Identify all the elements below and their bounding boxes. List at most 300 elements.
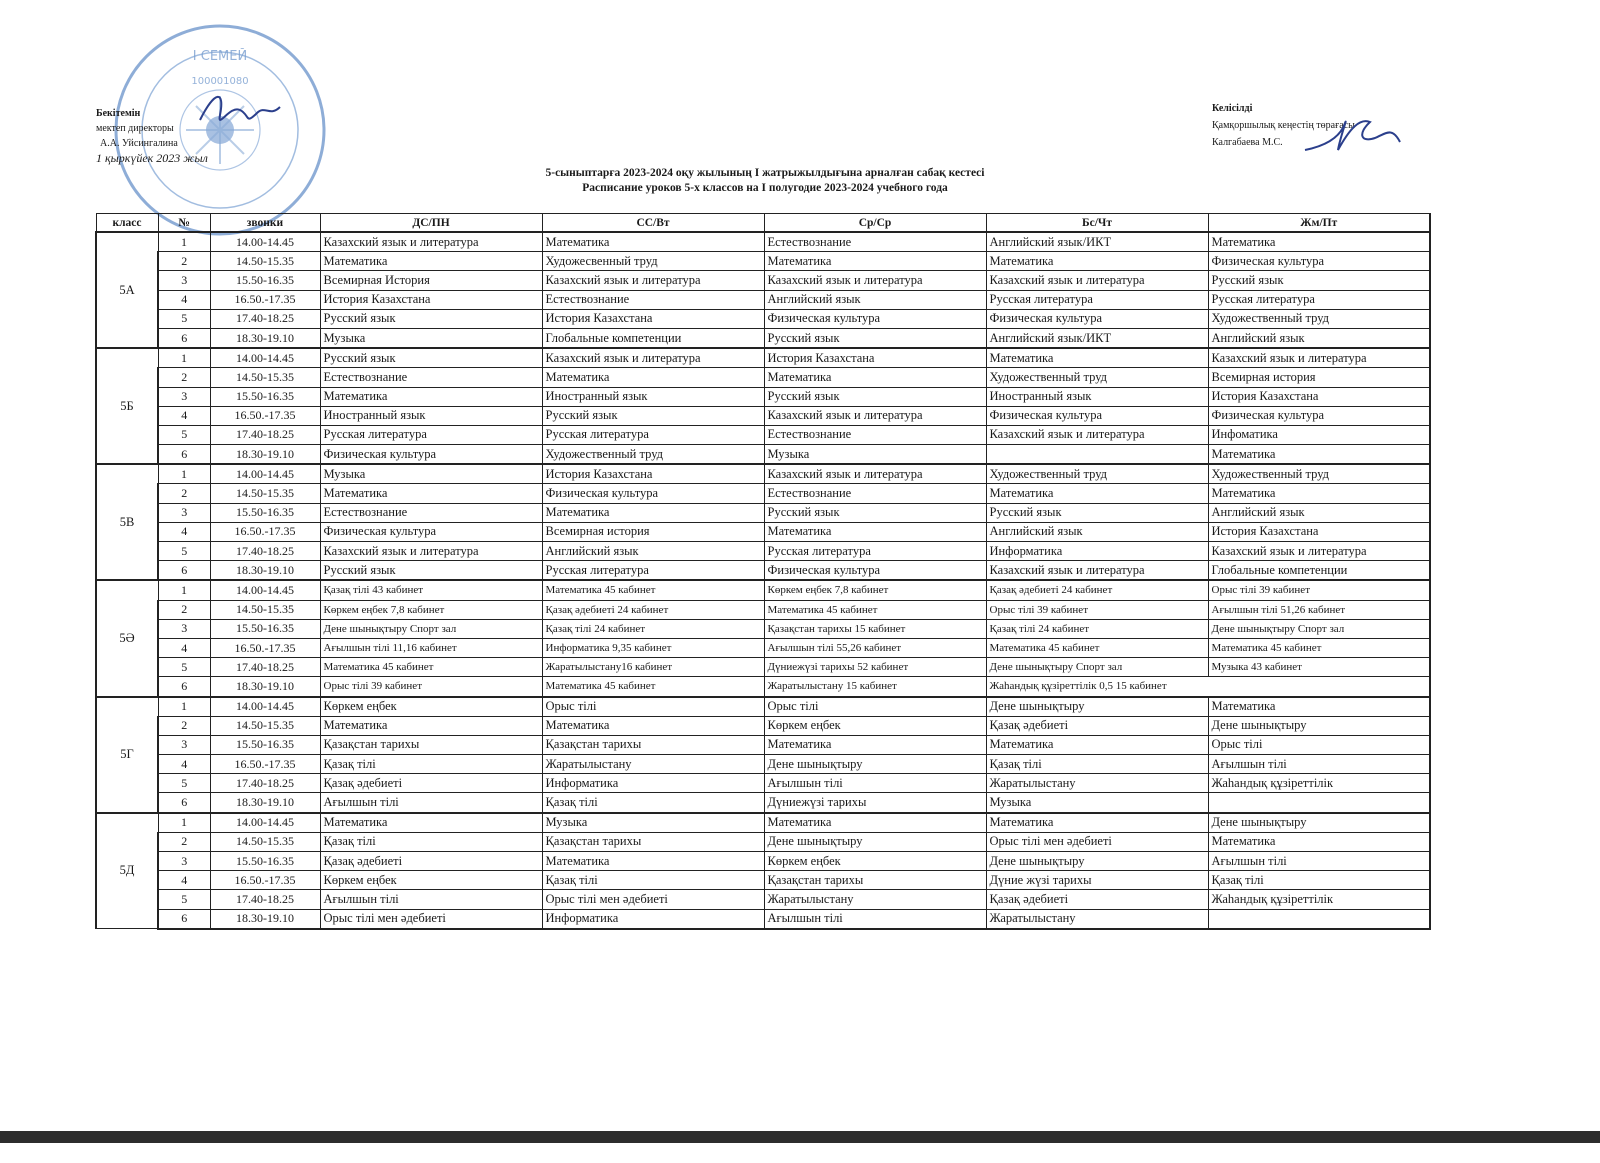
subject-cell-thursday: Математика — [986, 348, 1208, 368]
lesson-number-cell: 5 — [158, 309, 210, 328]
bell-time-cell: 15.50-16.35 — [210, 387, 320, 406]
subject-cell-tuesday: История Казахстана — [542, 309, 764, 328]
bell-time-cell: 16.50.-17.35 — [210, 290, 320, 309]
subject-cell-tuesday: История Казахстана — [542, 464, 764, 484]
table-row — [96, 658, 1430, 677]
subject-cell-monday: Музыка — [320, 328, 542, 348]
subject-cell-tuesday: Русский язык — [542, 406, 764, 425]
subject-cell-tuesday: Жаратылыстану16 кабинет — [542, 658, 764, 677]
subject-cell-monday: Казахский язык и литература — [320, 232, 542, 252]
subject-cell-wednesday: Математика — [764, 522, 986, 541]
subject-cell-monday: Қазақ тілі — [320, 755, 542, 774]
subject-cell-thursday: Математика — [986, 484, 1208, 503]
header-monday: ДС/ПН — [320, 214, 542, 233]
subject-cell-friday: Қазақ тілі — [1208, 871, 1430, 890]
bell-time-cell: 16.50.-17.35 — [210, 406, 320, 425]
subject-cell-wednesday: Физическая культура — [764, 309, 986, 328]
bell-time-cell: 14.50-15.35 — [210, 716, 320, 735]
lesson-number-cell: 5 — [158, 774, 210, 793]
subject-cell-tuesday: Казахский язык и литература — [542, 348, 764, 368]
subject-cell-wednesday: Русская литература — [764, 542, 986, 561]
table-row — [96, 328, 1430, 348]
table-row — [96, 890, 1430, 909]
table-row — [96, 638, 1430, 657]
subject-cell-thursday: Информатика — [986, 542, 1208, 561]
lesson-number-cell: 2 — [158, 600, 210, 619]
subject-cell-thursday: Математика 45 кабинет — [986, 638, 1208, 657]
subject-cell-friday: Инфоматика — [1208, 425, 1430, 444]
subject-cell-friday: Жаһандық құзіреттілік — [1208, 890, 1430, 909]
subject-cell-wednesday: Казахский язык и литература — [764, 271, 986, 290]
subject-cell-tuesday: Русская литература — [542, 425, 764, 444]
subject-cell-thursday: Русская литература — [986, 290, 1208, 309]
subject-cell-wednesday: Математика — [764, 735, 986, 754]
subject-cell-tuesday: Информатика 9,35 кабинет — [542, 638, 764, 657]
subject-cell-friday: Художественный труд — [1208, 464, 1430, 484]
header-row — [96, 214, 1430, 233]
bell-time-cell: 14.50-15.35 — [210, 600, 320, 619]
lesson-number-cell: 5 — [158, 542, 210, 561]
subject-cell-monday: Дене шынықтыру Спорт зал — [320, 619, 542, 638]
lesson-number-cell: 6 — [158, 793, 210, 813]
bell-time-cell: 18.30-19.10 — [210, 793, 320, 813]
subject-cell-wednesday: Русский язык — [764, 387, 986, 406]
lesson-number-cell: 4 — [158, 871, 210, 890]
subject-cell-tuesday: Жаратылыстану — [542, 755, 764, 774]
subject-cell-monday: Қазақстан тарихы — [320, 735, 542, 754]
bell-time-cell: 17.40-18.25 — [210, 425, 320, 444]
header-tuesday: СС/Вт — [542, 214, 764, 233]
lesson-number-cell: 1 — [158, 580, 210, 600]
table-row — [96, 600, 1430, 619]
lesson-number-cell: 1 — [158, 232, 210, 252]
subject-cell-monday: Көркем еңбек 7,8 кабинет — [320, 600, 542, 619]
subject-cell-tuesday: Математика — [542, 368, 764, 387]
bell-time-cell: 16.50.-17.35 — [210, 871, 320, 890]
subject-cell-thursday: Физическая культура — [986, 406, 1208, 425]
subject-cell-wednesday: Математика — [764, 813, 986, 833]
subject-cell-monday: Физическая культура — [320, 445, 542, 465]
subject-cell-friday: Казахский язык и литература — [1208, 542, 1430, 561]
subject-cell-friday: Дене шынықтыру Спорт зал — [1208, 619, 1430, 638]
bell-time-cell: 15.50-16.35 — [210, 735, 320, 754]
subject-cell-wednesday: Дүниежүзі тарихы 52 кабинет — [764, 658, 986, 677]
subject-cell-monday: Ағылшын тілі — [320, 793, 542, 813]
approval-name: А.А. Уйсингалина — [100, 138, 178, 149]
subject-cell-friday: Орыс тілі 39 кабинет — [1208, 580, 1430, 600]
document-titles — [340, 166, 1190, 196]
table-row — [96, 232, 1430, 252]
subject-cell-tuesday: Иностранный язык — [542, 387, 764, 406]
subject-cell-wednesday: Естествознание — [764, 425, 986, 444]
title-kazakh: 5-сыныптарға 2023-2024 оқу жылының I жатрыжылдығына арналған сабақ кестесі — [545, 167, 985, 179]
bell-time-cell: 15.50-16.35 — [210, 852, 320, 871]
subject-cell-wednesday: Дүниежүзі тарихы — [764, 793, 986, 813]
subject-cell-tuesday: Художественный труд — [542, 445, 764, 465]
subject-cell-tuesday: Музыка — [542, 813, 764, 833]
bell-time-cell: 14.50-15.35 — [210, 368, 320, 387]
bell-time-cell: 15.50-16.35 — [210, 271, 320, 290]
subject-cell-friday: Физическая культура — [1208, 406, 1430, 425]
subject-cell-tuesday: Русская литература — [542, 561, 764, 581]
table-row — [96, 619, 1430, 638]
subject-cell-monday: Русский язык — [320, 561, 542, 581]
subject-cell-thursday: Қазақ әдебиеті 24 кабинет — [986, 580, 1208, 600]
subject-cell-tuesday: Қазақ әдебиеті 24 кабинет — [542, 600, 764, 619]
subject-cell-tuesday: Английский язык — [542, 542, 764, 561]
table-row — [96, 813, 1430, 833]
subject-cell-tuesday: Информатика — [542, 774, 764, 793]
subject-cell-wednesday: Жаратылыстану — [764, 890, 986, 909]
subject-cell-thursday: Жаратылыстану — [986, 909, 1208, 929]
table-row — [96, 677, 1430, 697]
subject-cell-thursday: Қазақ әдебиеті — [986, 716, 1208, 735]
lesson-number-cell: 6 — [158, 561, 210, 581]
subject-cell-thursday: Дене шынықтыру Спорт зал — [986, 658, 1208, 677]
subject-cell-thursday: Жаһандық құзіреттілік 0,5 15 кабинет — [986, 677, 1430, 697]
subject-cell-wednesday: Дене шынықтыру — [764, 832, 986, 851]
bell-time-cell: 18.30-19.10 — [210, 677, 320, 697]
table-row — [96, 309, 1430, 328]
table-row — [96, 755, 1430, 774]
lesson-number-cell: 1 — [158, 464, 210, 484]
subject-cell-thursday: Художественный труд — [986, 368, 1208, 387]
subject-cell-thursday: Иностранный язык — [986, 387, 1208, 406]
approval-position: мектеп директоры — [96, 123, 174, 134]
table-row — [96, 774, 1430, 793]
subject-cell-monday: Орыс тілі мен әдебиеті — [320, 909, 542, 929]
subject-cell-wednesday: Орыс тілі — [764, 697, 986, 717]
subject-cell-friday: Глобальные компетенции — [1208, 561, 1430, 581]
subject-cell-wednesday: Казахский язык и литература — [764, 464, 986, 484]
table-row — [96, 580, 1430, 600]
bell-time-cell: 14.50-15.35 — [210, 832, 320, 851]
subject-cell-friday: Математика — [1208, 697, 1430, 717]
subject-cell-wednesday: Математика — [764, 368, 986, 387]
lesson-number-cell: 3 — [158, 735, 210, 754]
table-row — [96, 716, 1430, 735]
subject-cell-thursday: Русский язык — [986, 503, 1208, 522]
subject-cell-monday: Математика — [320, 387, 542, 406]
subject-cell-thursday: Математика — [986, 813, 1208, 833]
subject-cell-friday: Русская литература — [1208, 290, 1430, 309]
svg-text:I СЕМЕЙ: I СЕМЕЙ — [192, 49, 248, 64]
table-row — [96, 271, 1430, 290]
class-name-cell: 5Ә — [96, 580, 158, 696]
bell-time-cell: 14.00-14.45 — [210, 232, 320, 252]
title-russian: Расписание уроков 5-х классов на I полугодие 2023-2024 учебного года — [582, 182, 948, 194]
lesson-number-cell: 2 — [158, 832, 210, 851]
subject-cell-monday: Естествознание — [320, 503, 542, 522]
lesson-number-cell: 6 — [158, 909, 210, 929]
lesson-number-cell: 2 — [158, 252, 210, 271]
subject-cell-wednesday: Музыка — [764, 445, 986, 465]
table-row — [96, 735, 1430, 754]
bell-time-cell: 14.00-14.45 — [210, 580, 320, 600]
subject-cell-tuesday: Қазақ тілі — [542, 793, 764, 813]
header-friday: Жм/Пт — [1208, 214, 1430, 233]
class-name-cell: 5Б — [96, 348, 158, 464]
bell-time-cell: 18.30-19.10 — [210, 561, 320, 581]
approval-label: Бекітемін — [96, 108, 141, 119]
bell-time-cell: 18.30-19.10 — [210, 445, 320, 465]
lesson-number-cell: 2 — [158, 716, 210, 735]
lesson-number-cell: 2 — [158, 368, 210, 387]
subject-cell-friday: История Казахстана — [1208, 387, 1430, 406]
table-row — [96, 484, 1430, 503]
table-row — [96, 909, 1430, 929]
subject-cell-thursday: Английский язык/ИКТ — [986, 328, 1208, 348]
lesson-number-cell: 3 — [158, 387, 210, 406]
class-name-cell: 5Г — [96, 697, 158, 813]
subject-cell-tuesday: Қазақ тілі 24 кабинет — [542, 619, 764, 638]
subject-cell-friday: Английский язык — [1208, 503, 1430, 522]
subject-cell-wednesday: Естествознание — [764, 484, 986, 503]
subject-cell-wednesday: Казахский язык и литература — [764, 406, 986, 425]
subject-cell-thursday — [986, 445, 1208, 465]
subject-cell-monday: Всемирная История — [320, 271, 542, 290]
lesson-number-cell: 4 — [158, 406, 210, 425]
lesson-number-cell: 6 — [158, 677, 210, 697]
subject-cell-monday: Русский язык — [320, 348, 542, 368]
subject-cell-friday: Казахский язык и литература — [1208, 348, 1430, 368]
schedule-table — [95, 213, 1431, 930]
subject-cell-friday: Дене шынықтыру — [1208, 813, 1430, 833]
bell-time-cell: 14.00-14.45 — [210, 464, 320, 484]
subject-cell-monday: Математика — [320, 813, 542, 833]
subject-cell-friday: Математика 45 кабинет — [1208, 638, 1430, 657]
bell-time-cell: 16.50.-17.35 — [210, 522, 320, 541]
subject-cell-tuesday: Художесвенный труд — [542, 252, 764, 271]
subject-cell-monday: Математика 45 кабинет — [320, 658, 542, 677]
subject-cell-wednesday: Русский язык — [764, 503, 986, 522]
subject-cell-wednesday: Көркем еңбек — [764, 716, 986, 735]
lesson-number-cell: 4 — [158, 522, 210, 541]
agreement-name: Калгабаева М.С. — [1212, 137, 1283, 148]
subject-cell-friday: Художественный труд — [1208, 309, 1430, 328]
subject-cell-friday: Английский язык — [1208, 328, 1430, 348]
table-row — [96, 697, 1430, 717]
subject-cell-tuesday: Қазақ тілі — [542, 871, 764, 890]
lesson-number-cell: 3 — [158, 619, 210, 638]
agreement-position: Қамқоршылық кеңестің төрағасы — [1212, 120, 1355, 131]
subject-cell-monday: Қазақ тілі — [320, 832, 542, 851]
subject-cell-wednesday: Русский язык — [764, 328, 986, 348]
subject-cell-tuesday: Математика 45 кабинет — [542, 677, 764, 697]
subject-cell-tuesday: Математика — [542, 503, 764, 522]
subject-cell-thursday: Математика — [986, 252, 1208, 271]
table-row — [96, 445, 1430, 465]
subject-cell-tuesday: Математика 45 кабинет — [542, 580, 764, 600]
subject-cell-monday: Математика — [320, 716, 542, 735]
table-row — [96, 832, 1430, 851]
bell-time-cell: 16.50.-17.35 — [210, 638, 320, 657]
subject-cell-tuesday: Информатика — [542, 909, 764, 929]
subject-cell-monday: Орыс тілі 39 кабинет — [320, 677, 542, 697]
svg-text:100001080: 100001080 — [191, 76, 249, 87]
subject-cell-wednesday: Көркем еңбек 7,8 кабинет — [764, 580, 986, 600]
class-name-cell: 5В — [96, 464, 158, 580]
class-name-cell: 5Д — [96, 813, 158, 929]
class-name-cell: 5А — [96, 232, 158, 348]
subject-cell-wednesday: Английский язык — [764, 290, 986, 309]
subject-cell-thursday: Музыка — [986, 793, 1208, 813]
header-bells: звонки — [210, 214, 320, 233]
subject-cell-friday: Музыка 43 кабинет — [1208, 658, 1430, 677]
subject-cell-thursday: Жаратылыстану — [986, 774, 1208, 793]
subject-cell-tuesday: Казахский язык и литература — [542, 271, 764, 290]
subject-cell-friday: Математика — [1208, 484, 1430, 503]
bell-time-cell: 14.00-14.45 — [210, 813, 320, 833]
subject-cell-wednesday: Ағылшын тілі — [764, 909, 986, 929]
lesson-number-cell: 3 — [158, 271, 210, 290]
lesson-number-cell: 4 — [158, 290, 210, 309]
subject-cell-tuesday: Естествознание — [542, 290, 764, 309]
subject-cell-thursday: Английский язык — [986, 522, 1208, 541]
subject-cell-friday: Физическая культура — [1208, 252, 1430, 271]
subject-cell-tuesday: Математика — [542, 716, 764, 735]
header-class: класс — [96, 214, 158, 233]
lesson-number-cell: 3 — [158, 852, 210, 871]
subject-cell-wednesday: Ағылшын тілі 55,26 кабинет — [764, 638, 986, 657]
subject-cell-thursday: Физическая культура — [986, 309, 1208, 328]
subject-cell-monday: Математика — [320, 484, 542, 503]
subject-cell-thursday: Дене шынықтыру — [986, 852, 1208, 871]
subject-cell-thursday: Казахский язык и литература — [986, 271, 1208, 290]
bell-time-cell: 14.50-15.35 — [210, 484, 320, 503]
table-row — [96, 503, 1430, 522]
subject-cell-friday: Всемирная история — [1208, 368, 1430, 387]
subject-cell-friday: История Казахстана — [1208, 522, 1430, 541]
subject-cell-tuesday: Қазақстан тарихы — [542, 735, 764, 754]
subject-cell-thursday: Қазақ әдебиеті — [986, 890, 1208, 909]
subject-cell-wednesday: Физическая культура — [764, 561, 986, 581]
subject-cell-wednesday: История Казахстана — [764, 348, 986, 368]
approval-date: 1 қыркүйек 2023 жыл — [96, 151, 208, 165]
subject-cell-monday: Көркем еңбек — [320, 871, 542, 890]
subject-cell-monday: Математика — [320, 252, 542, 271]
bell-time-cell: 17.40-18.25 — [210, 774, 320, 793]
subject-cell-thursday: Орыс тілі 39 кабинет — [986, 600, 1208, 619]
subject-cell-tuesday: Орыс тілі мен әдебиеті — [542, 890, 764, 909]
subject-cell-friday: Ағылшын тілі 51,26 кабинет — [1208, 600, 1430, 619]
council-signature — [1300, 108, 1410, 158]
lesson-number-cell: 4 — [158, 638, 210, 657]
table-row — [96, 290, 1430, 309]
scan-bottom-edge — [0, 1131, 1600, 1143]
bell-time-cell: 14.50-15.35 — [210, 252, 320, 271]
subject-cell-tuesday: Қазақстан тарихы — [542, 832, 764, 851]
subject-cell-friday: Математика — [1208, 232, 1430, 252]
bell-time-cell: 15.50-16.35 — [210, 503, 320, 522]
subject-cell-monday: Қазақ тілі 43 кабинет — [320, 580, 542, 600]
lesson-number-cell: 5 — [158, 425, 210, 444]
table-row — [96, 387, 1430, 406]
subject-cell-friday: Ағылшын тілі — [1208, 755, 1430, 774]
subject-cell-monday: Естествознание — [320, 368, 542, 387]
lesson-number-cell: 6 — [158, 328, 210, 348]
subject-cell-wednesday: Математика — [764, 252, 986, 271]
subject-cell-wednesday: Қазақстан тарихы — [764, 871, 986, 890]
subject-cell-wednesday: Көркем еңбек — [764, 852, 986, 871]
lesson-number-cell: 6 — [158, 445, 210, 465]
subject-cell-thursday: Дене шынықтыру — [986, 697, 1208, 717]
subject-cell-friday: Жаһандық құзіреттілік — [1208, 774, 1430, 793]
subject-cell-monday: Қазақ әдебиеті — [320, 852, 542, 871]
table-row — [96, 252, 1430, 271]
subject-cell-monday: Казахский язык и литература — [320, 542, 542, 561]
lesson-number-cell: 1 — [158, 813, 210, 833]
subject-cell-thursday: Математика — [986, 735, 1208, 754]
bell-time-cell: 18.30-19.10 — [210, 909, 320, 929]
bell-time-cell: 17.40-18.25 — [210, 658, 320, 677]
subject-cell-thursday: Казахский язык и литература — [986, 425, 1208, 444]
subject-cell-friday: Ағылшын тілі — [1208, 852, 1430, 871]
subject-cell-friday — [1208, 793, 1430, 813]
subject-cell-friday: Дене шынықтыру — [1208, 716, 1430, 735]
subject-cell-monday: Қазақ әдебиеті — [320, 774, 542, 793]
subject-cell-friday: Математика — [1208, 832, 1430, 851]
lesson-number-cell: 3 — [158, 503, 210, 522]
subject-cell-monday: Музыка — [320, 464, 542, 484]
subject-cell-thursday: Художественный труд — [986, 464, 1208, 484]
bell-time-cell: 14.00-14.45 — [210, 348, 320, 368]
subject-cell-friday: Русский язык — [1208, 271, 1430, 290]
subject-cell-tuesday: Математика — [542, 852, 764, 871]
subject-cell-wednesday: Математика 45 кабинет — [764, 600, 986, 619]
bell-time-cell: 17.40-18.25 — [210, 542, 320, 561]
bell-time-cell: 17.40-18.25 — [210, 309, 320, 328]
bell-time-cell: 18.30-19.10 — [210, 328, 320, 348]
director-signature — [195, 85, 285, 135]
subject-cell-friday: Математика — [1208, 445, 1430, 465]
subject-cell-thursday: Дүние жүзі тарихы — [986, 871, 1208, 890]
lesson-number-cell: 5 — [158, 890, 210, 909]
subject-cell-wednesday: Қазақстан тарихы 15 кабинет — [764, 619, 986, 638]
subject-cell-monday: Иностранный язык — [320, 406, 542, 425]
table-row — [96, 406, 1430, 425]
subject-cell-tuesday: Всемирная история — [542, 522, 764, 541]
header-thursday: Бс/Чт — [986, 214, 1208, 233]
table-row — [96, 464, 1430, 484]
subject-cell-monday: История Казахстана — [320, 290, 542, 309]
subject-cell-thursday: Орыс тілі мен әдебиеті — [986, 832, 1208, 851]
lesson-number-cell: 1 — [158, 697, 210, 717]
table-row — [96, 425, 1430, 444]
subject-cell-friday: Орыс тілі — [1208, 735, 1430, 754]
subject-cell-friday — [1208, 909, 1430, 929]
table-row — [96, 852, 1430, 871]
subject-cell-monday: Русская литература — [320, 425, 542, 444]
lesson-number-cell: 5 — [158, 658, 210, 677]
subject-cell-wednesday: Естествознание — [764, 232, 986, 252]
subject-cell-tuesday: Орыс тілі — [542, 697, 764, 717]
subject-cell-tuesday: Глобальные компетенции — [542, 328, 764, 348]
table-row — [96, 368, 1430, 387]
subject-cell-tuesday: Физическая культура — [542, 484, 764, 503]
agreement-label: Келісілді — [1212, 103, 1253, 114]
header-number: № — [158, 214, 210, 233]
bell-time-cell: 16.50.-17.35 — [210, 755, 320, 774]
subject-cell-thursday: Английский язык/ИКТ — [986, 232, 1208, 252]
bell-time-cell: 15.50-16.35 — [210, 619, 320, 638]
table-row — [96, 522, 1430, 541]
subject-cell-monday: Ағылшын тілі — [320, 890, 542, 909]
subject-cell-monday: Көркем еңбек — [320, 697, 542, 717]
subject-cell-wednesday: Жаратылыстану 15 кабинет — [764, 677, 986, 697]
subject-cell-wednesday: Дене шынықтыру — [764, 755, 986, 774]
subject-cell-thursday: Қазақ тілі — [986, 755, 1208, 774]
